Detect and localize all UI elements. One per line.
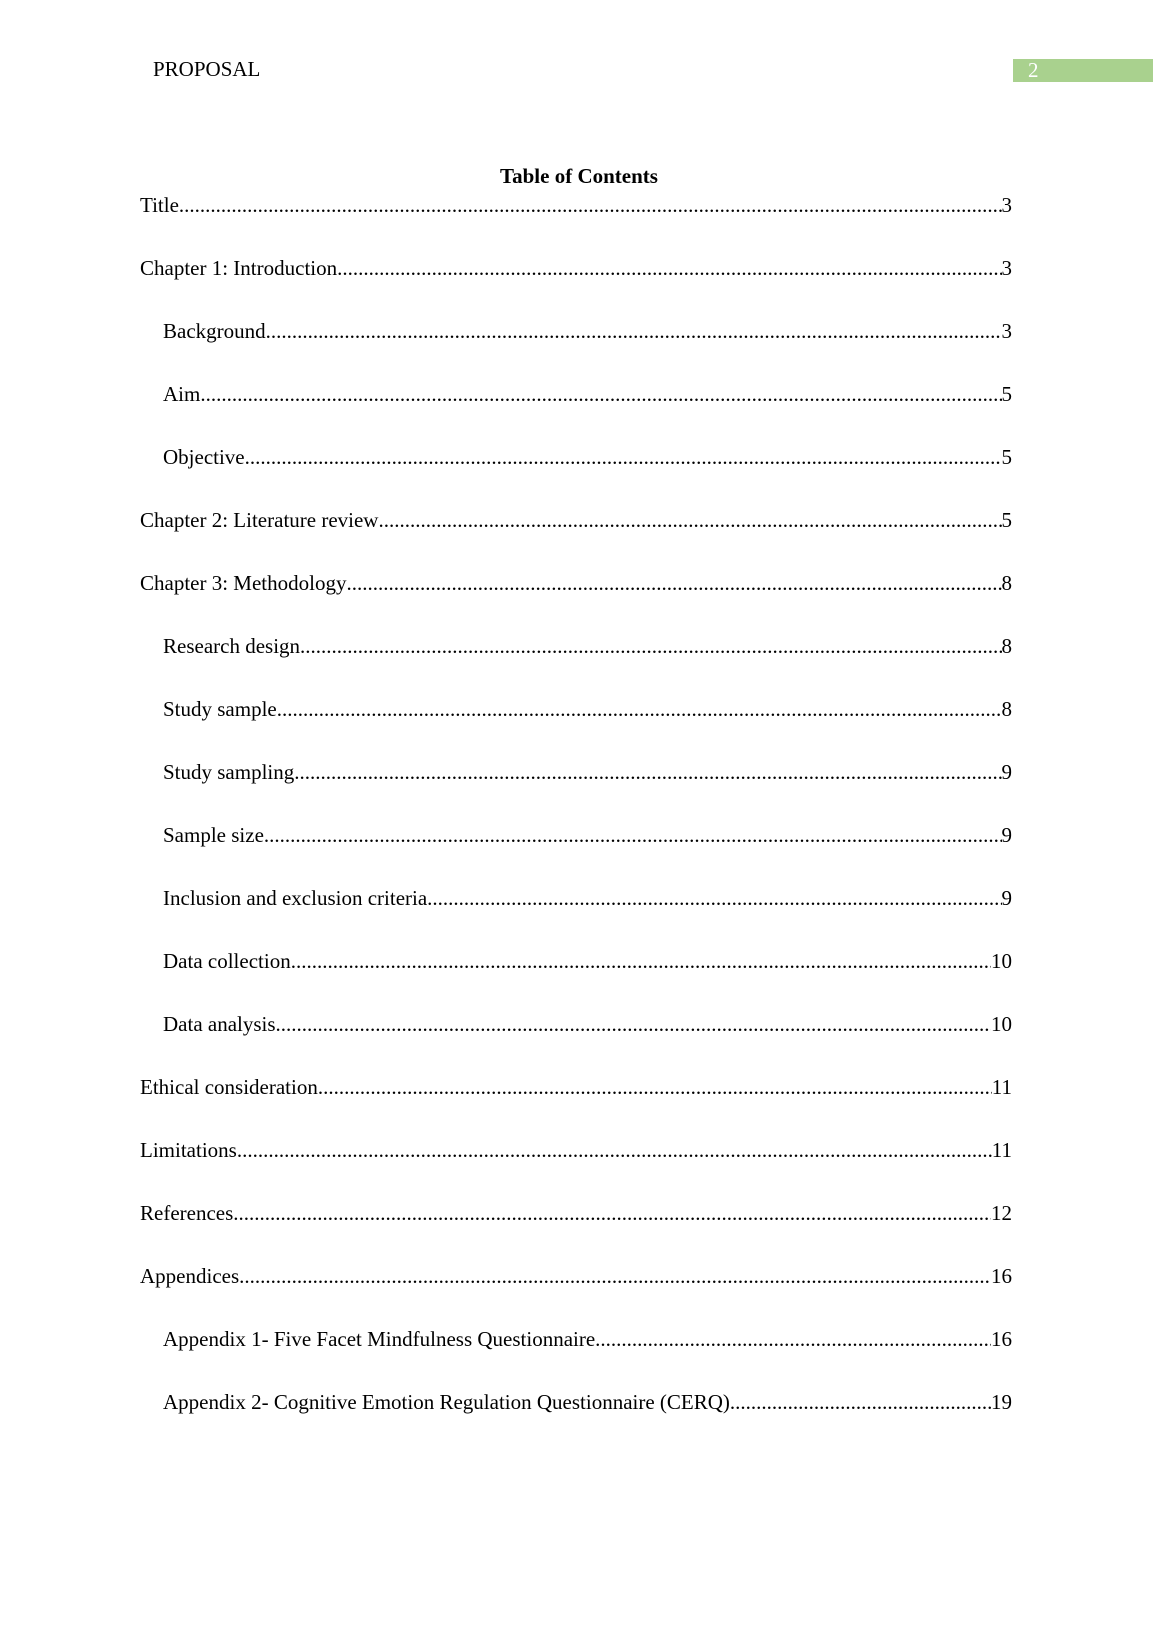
toc-entry-label: Data analysis [163, 1012, 276, 1036]
toc-entry-objective[interactable] [163, 444, 1012, 470]
toc-entry-chapter-1[interactable] [140, 255, 1012, 281]
toc-entry-label: References [140, 1201, 234, 1225]
toc-entry-label: Appendix 1- Five Facet Mindfulness Questionnaire [163, 1327, 596, 1351]
toc-entry-label: Chapter 2: Literature review [140, 508, 379, 532]
page-number: 2 [1028, 58, 1039, 82]
toc-entry-page: 3 [1001, 319, 1012, 343]
toc-dot-leader [266, 318, 1002, 344]
toc-entry-study-sample[interactable] [163, 696, 1012, 722]
toc-entry-label: Appendix 2- Cognitive Emotion Regulation Questionnaire (CERQ) [163, 1390, 730, 1414]
toc-entry-inclusion-exclusion[interactable] [163, 885, 1012, 911]
toc-entry-label: Study sample [163, 697, 277, 721]
toc-entry-label: Chapter 3: Methodology [140, 571, 347, 595]
toc-dot-leader [245, 444, 1002, 470]
toc-dot-leader [237, 1137, 992, 1163]
toc-entry-references[interactable] [140, 1200, 1012, 1226]
toc-entry-page: 3 [1001, 193, 1012, 217]
toc-entry-page: 10 [991, 949, 1012, 973]
toc-entry-page: 10 [991, 1012, 1012, 1036]
toc-entry-label: Objective [163, 445, 245, 469]
toc-dot-leader [179, 192, 1002, 218]
toc-entry-page: 12 [991, 1201, 1012, 1225]
toc-entry-label: Chapter 1: Introduction [140, 256, 338, 280]
toc-entry-title[interactable] [140, 192, 1012, 218]
toc-title: Table of Contents [500, 164, 658, 188]
toc-entry-page: 19 [991, 1390, 1012, 1414]
toc-dot-leader [294, 759, 1001, 785]
running-header-title: PROPOSAL [153, 57, 261, 81]
toc-dot-leader [378, 507, 1001, 533]
toc-entry-label: Inclusion and exclusion criteria [163, 886, 428, 910]
toc-entry-research-design[interactable] [163, 633, 1012, 659]
toc-entry-data-analysis[interactable] [163, 1011, 1012, 1037]
toc-entry-label: Data collection [163, 949, 291, 973]
toc-entry-page: 8 [1001, 697, 1012, 721]
toc-dot-leader [291, 948, 991, 974]
toc-dot-leader [233, 1200, 991, 1226]
toc-entry-label: Background [163, 319, 266, 343]
toc-entry-limitations[interactable] [140, 1137, 1012, 1163]
toc-entry-label: Ethical consideration [140, 1075, 318, 1099]
toc-dot-leader [595, 1326, 991, 1352]
toc-entry-page: 9 [1001, 823, 1012, 847]
toc-entry-ethical-consideration[interactable] [140, 1074, 1012, 1100]
toc-entry-chapter-3[interactable] [140, 570, 1012, 596]
toc-entry-label: Appendices [140, 1264, 240, 1288]
toc-entry-appendix-1[interactable] [163, 1326, 1012, 1352]
toc-entry-page: 16 [991, 1264, 1012, 1288]
toc-entry-appendices[interactable] [140, 1263, 1012, 1289]
toc-entry-label: Research design [163, 634, 301, 658]
toc-entry-page: 5 [1001, 445, 1012, 469]
toc-entry-data-collection[interactable] [163, 948, 1012, 974]
toc-entry-study-sampling[interactable] [163, 759, 1012, 785]
toc-dot-leader [427, 885, 1001, 911]
toc-entry-page: 9 [1001, 760, 1012, 784]
toc-dot-leader [318, 1074, 992, 1100]
toc-entry-label: Aim [163, 382, 201, 406]
toc-entry-page: 5 [1001, 508, 1012, 532]
toc-entry-page: 8 [1001, 634, 1012, 658]
toc-entry-background[interactable] [163, 318, 1012, 344]
toc-entry-sample-size[interactable] [163, 822, 1012, 848]
toc-entry-page: 11 [991, 1075, 1012, 1099]
toc-entry-label: Sample size [163, 823, 264, 847]
toc-entry-label: Title [140, 193, 179, 217]
toc-dot-leader [277, 696, 1002, 722]
page-number-badge [1013, 59, 1153, 82]
toc-entry-page: 9 [1001, 886, 1012, 910]
toc-entry-label: Limitations [140, 1138, 237, 1162]
toc-entry-page: 11 [991, 1138, 1012, 1162]
toc-entry-page: 5 [1001, 382, 1012, 406]
toc-dot-leader [337, 255, 1001, 281]
toc-entry-chapter-2[interactable] [140, 507, 1012, 533]
toc-entry-page: 8 [1001, 571, 1012, 595]
toc-dot-leader [200, 381, 1001, 407]
toc-entry-page: 16 [991, 1327, 1012, 1351]
toc-dot-leader [300, 633, 1001, 659]
toc-entry-label: Study sampling [163, 760, 295, 784]
toc-entry-appendix-2[interactable] [163, 1389, 1012, 1415]
toc-dot-leader [264, 822, 1002, 848]
toc-entry-aim[interactable] [163, 381, 1012, 407]
toc-dot-leader [730, 1389, 991, 1415]
toc-dot-leader [276, 1011, 991, 1037]
toc-dot-leader [346, 570, 1001, 596]
toc-entry-page: 3 [1001, 256, 1012, 280]
toc-dot-leader [239, 1263, 991, 1289]
